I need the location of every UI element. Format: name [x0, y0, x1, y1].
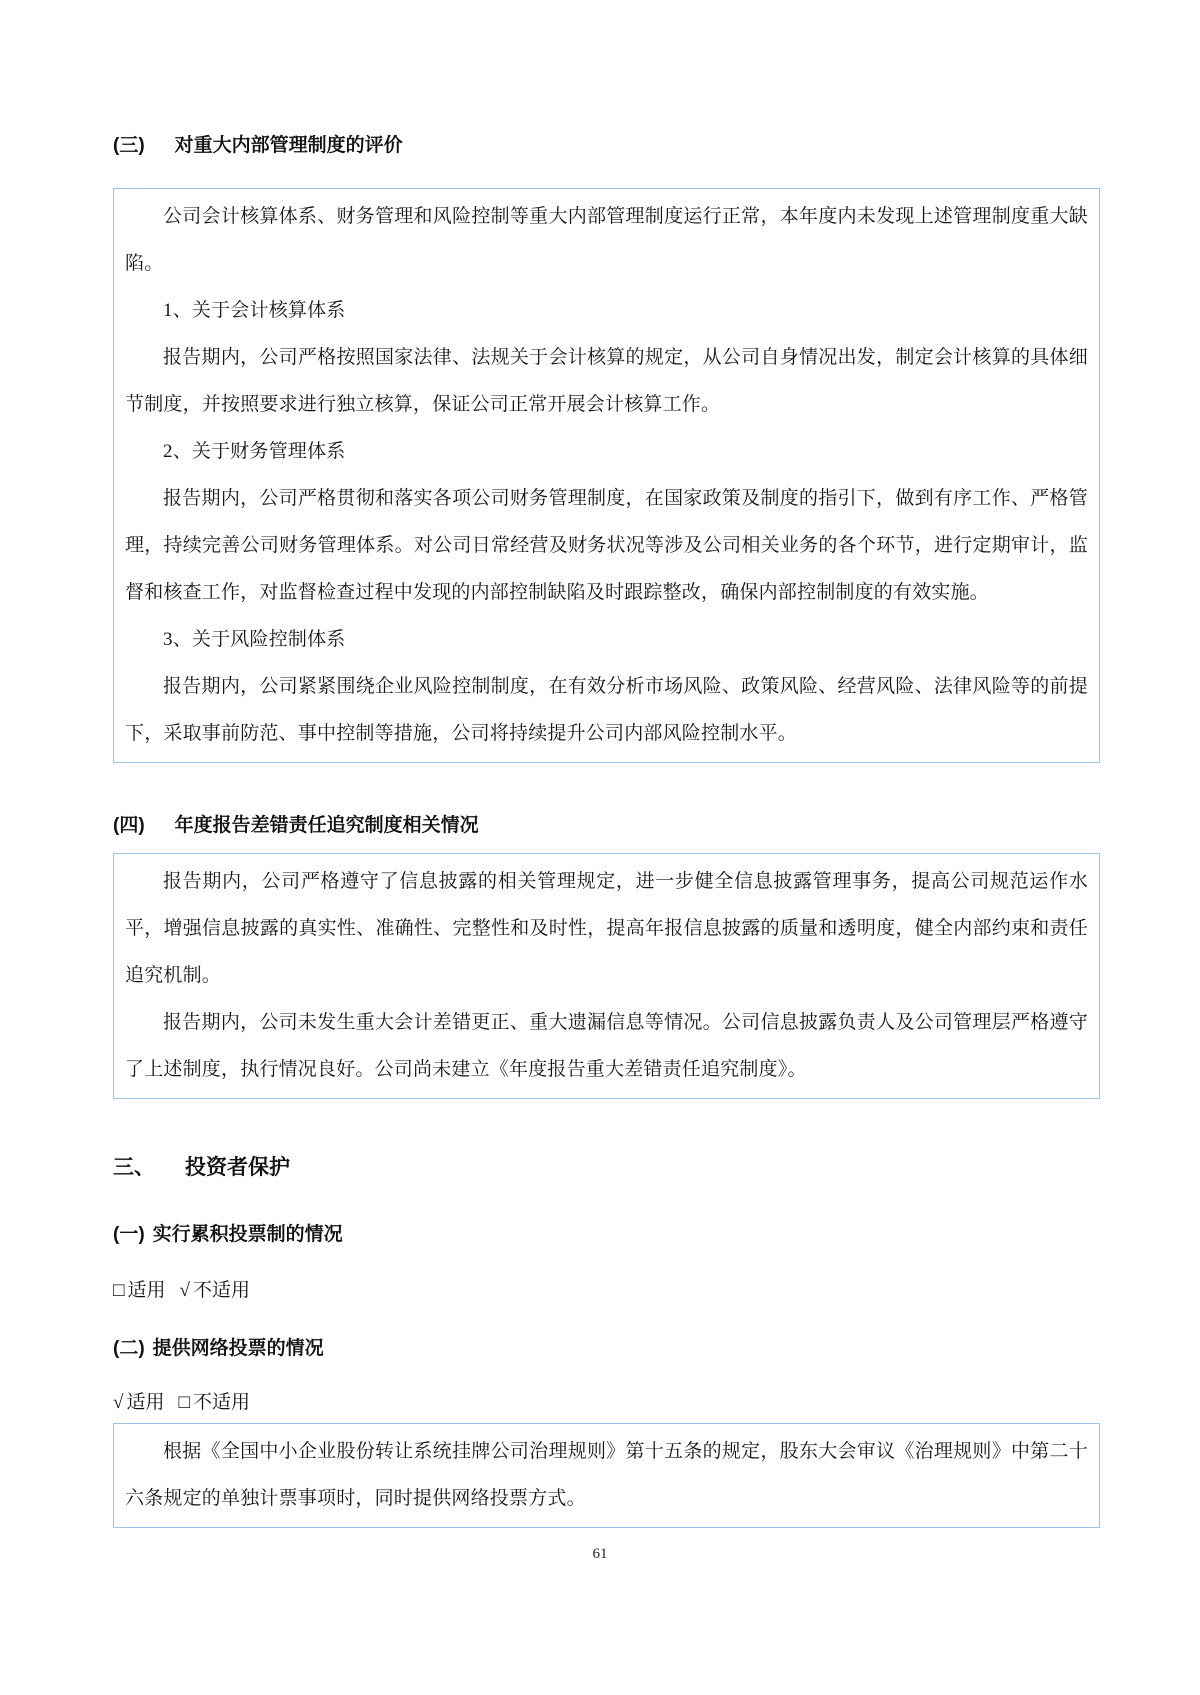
list-item-heading: 1、关于会计核算体系 [163, 300, 346, 321]
paragraph: 根据《全国中小企业股份转让系统挂牌公司治理规则》第十五条的规定，股东大会审议《治理规则》中第二十六条规定的单独计票事项时，同时提供网络投票方式。 [125, 1441, 1088, 1509]
option-label: 适用 [127, 1280, 166, 1301]
subsection-title: 实行累积投票制的情况 [152, 1224, 343, 1245]
section-heading-investor-protection [113, 1151, 1083, 1181]
option-not-applicable [180, 1280, 250, 1301]
section-number: (四) [113, 815, 145, 836]
section-number: 三、 [113, 1156, 155, 1179]
cumulative-voting-applicability-line [113, 1275, 1083, 1302]
paragraph: 报告期内，公司严格遵守了信息披露的相关管理规定，进一步健全信息披露管理事务，提高公司规范运作水平，增强信息披露的真实性、准确性、完整性和及时性，提高年报信息披露的质量和透明度，健全内部约束和责任追究机制。 [125, 871, 1088, 986]
list-item-heading: 3、关于风险控制体系 [163, 629, 346, 650]
check-icon: √ [113, 1392, 124, 1413]
paragraph: 报告期内，公司紧紧围绕企业风险控制制度，在有效分析市场风险、政策风险、经营风险、法律风险等的前提下，采取事前防范、事中控制等措施，公司将持续提升公司内部风险控制水平。 [125, 676, 1088, 744]
ballot-box-icon: □ [113, 1280, 125, 1301]
option-label: 不适用 [192, 1392, 250, 1413]
option-label: 适用 [126, 1392, 165, 1413]
subsection-title: 提供网络投票的情况 [152, 1338, 324, 1359]
paragraph: 报告期内，公司严格按照国家法律、法规关于会计核算的规定，从公司自身情况出发，制定会计核算的具体细节制度，并按照要求进行独立核算，保证公司正常开展会计核算工作。 [125, 347, 1088, 415]
page-number: 61 [592, 1546, 608, 1562]
section-title: 投资者保护 [185, 1156, 290, 1179]
section-title: 对重大内部管理制度的评价 [174, 135, 403, 156]
check-icon: √ [179, 1280, 190, 1301]
subsection-heading-online-voting [113, 1333, 1083, 1360]
section-number: (三) [113, 135, 145, 156]
error-accountability-box [113, 853, 1100, 1099]
list-item-heading: 2、关于财务管理体系 [163, 441, 346, 462]
subsection-number: (二) [113, 1338, 145, 1359]
subsection-heading-cumulative-voting [113, 1219, 1083, 1246]
ballot-box-icon: □ [178, 1392, 190, 1413]
option-label: 不适用 [192, 1280, 250, 1301]
option-not-applicable [178, 1392, 250, 1413]
option-applicable [113, 1280, 166, 1301]
section-heading-internal-control-eval [113, 130, 1083, 157]
paragraph: 报告期内，公司严格贯彻和落实各项公司财务管理制度，在国家政策及制度的指引下，做到有序工作、严格管理，持续完善公司财务管理体系。对公司日常经营及财务状况等涉及公司相关业务的各个环节，进行定期审计，监督和核查工作，对监督检查过程中发现的内部控制缺陷及时跟踪整改，确保内部控制制度的有效实施。 [125, 488, 1088, 603]
section-title: 年度报告差错责任追究制度相关情况 [174, 815, 479, 836]
internal-control-eval-box [113, 188, 1100, 763]
online-voting-applicability-line [113, 1387, 1083, 1414]
paragraph: 公司会计核算体系、财务管理和风险控制等重大内部管理制度运行正常，本年度内未发现上述管理制度重大缺陷。 [125, 206, 1088, 274]
subsection-number: (一) [113, 1224, 145, 1245]
option-applicable [113, 1392, 164, 1413]
paragraph: 报告期内，公司未发生重大会计差错更正、重大遗漏信息等情况。公司信息披露负责人及公司管理层严格遵守了上述制度，执行情况良好。公司尚未建立《年度报告重大差错责任追究制度》。 [125, 1012, 1088, 1080]
section-heading-error-accountability [113, 810, 1083, 837]
online-voting-box [113, 1423, 1100, 1528]
